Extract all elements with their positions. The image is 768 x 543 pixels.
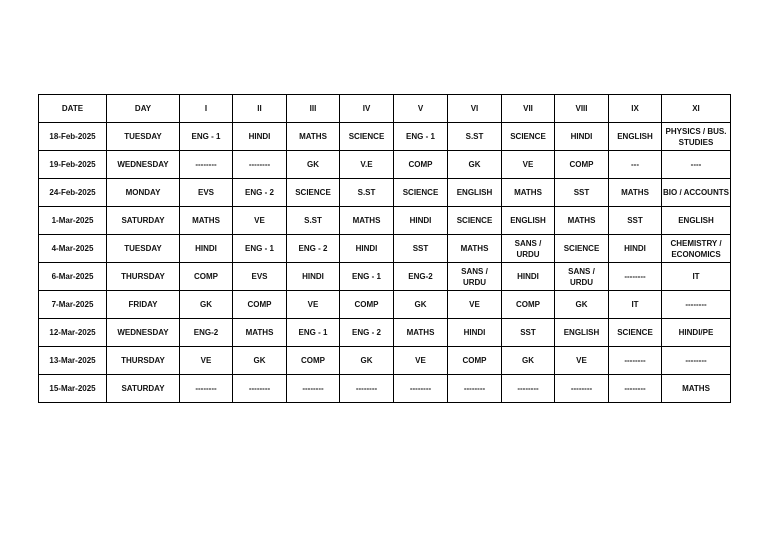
subject-cell: EVS bbox=[233, 263, 287, 291]
table-row bbox=[39, 179, 731, 207]
subject-cell: -------- bbox=[340, 375, 394, 403]
subject-cell: COMP bbox=[502, 291, 555, 319]
subject-cell: SCIENCE bbox=[502, 123, 555, 151]
day-cell: SATURDAY bbox=[107, 375, 180, 403]
subject-cell: MATHS bbox=[340, 207, 394, 235]
subject-cell: GK bbox=[555, 291, 609, 319]
subject-cell: -------- bbox=[448, 375, 502, 403]
column-header: VII bbox=[502, 95, 555, 123]
day-cell: TUESDAY bbox=[107, 123, 180, 151]
subject-cell: HINDI bbox=[180, 235, 233, 263]
subject-cell: MATHS bbox=[287, 123, 340, 151]
subject-cell: EVS bbox=[180, 179, 233, 207]
column-header: IX bbox=[609, 95, 662, 123]
subject-cell: VE bbox=[233, 207, 287, 235]
subject-cell: ---- bbox=[662, 151, 731, 179]
day-cell: MONDAY bbox=[107, 179, 180, 207]
subject-cell: HINDI bbox=[287, 263, 340, 291]
subject-cell: SST bbox=[609, 207, 662, 235]
subject-cell: SCIENCE bbox=[555, 235, 609, 263]
subject-cell: HINDI bbox=[502, 263, 555, 291]
subject-cell: BIO / ACCOUNTS bbox=[662, 179, 731, 207]
column-header: III bbox=[287, 95, 340, 123]
subject-cell: GK bbox=[287, 151, 340, 179]
day-cell: THURSDAY bbox=[107, 263, 180, 291]
subject-cell: SST bbox=[394, 235, 448, 263]
column-header: VI bbox=[448, 95, 502, 123]
date-cell: 19-Feb-2025 bbox=[39, 151, 107, 179]
subject-cell: -------- bbox=[287, 375, 340, 403]
date-cell: 4-Mar-2025 bbox=[39, 235, 107, 263]
date-cell: 7-Mar-2025 bbox=[39, 291, 107, 319]
subject-cell: VE bbox=[287, 291, 340, 319]
day-cell: SATURDAY bbox=[107, 207, 180, 235]
subject-cell: GK bbox=[180, 291, 233, 319]
subject-cell: VE bbox=[180, 347, 233, 375]
subject-cell: HINDI bbox=[394, 207, 448, 235]
date-cell: 6-Mar-2025 bbox=[39, 263, 107, 291]
column-header: DATE bbox=[39, 95, 107, 123]
column-header: DAY bbox=[107, 95, 180, 123]
subject-cell: SST bbox=[555, 179, 609, 207]
table-row bbox=[39, 319, 731, 347]
subject-cell: MATHS bbox=[233, 319, 287, 347]
subject-cell: -------- bbox=[555, 375, 609, 403]
subject-cell: VE bbox=[448, 291, 502, 319]
subject-cell: ENGLISH bbox=[662, 207, 731, 235]
subject-cell: ENG - 2 bbox=[287, 235, 340, 263]
subject-cell: ENG-2 bbox=[394, 263, 448, 291]
day-cell: WEDNESDAY bbox=[107, 151, 180, 179]
subject-cell: HINDI bbox=[609, 235, 662, 263]
subject-cell: MATHS bbox=[609, 179, 662, 207]
subject-cell: GK bbox=[394, 291, 448, 319]
exam-timetable bbox=[38, 94, 731, 403]
subject-cell: -------- bbox=[662, 291, 731, 319]
subject-cell: ENG-2 bbox=[180, 319, 233, 347]
subject-cell: IT bbox=[662, 263, 731, 291]
subject-cell: COMP bbox=[448, 347, 502, 375]
subject-cell: S.ST bbox=[340, 179, 394, 207]
subject-cell: COMP bbox=[287, 347, 340, 375]
day-cell: TUESDAY bbox=[107, 235, 180, 263]
subject-cell: MATHS bbox=[394, 319, 448, 347]
subject-cell: MATHS bbox=[180, 207, 233, 235]
day-cell: FRIDAY bbox=[107, 291, 180, 319]
subject-cell: -------- bbox=[609, 263, 662, 291]
subject-cell: MATHS bbox=[662, 375, 731, 403]
day-cell: THURSDAY bbox=[107, 347, 180, 375]
subject-cell: HINDI bbox=[233, 123, 287, 151]
subject-cell: ENGLISH bbox=[555, 319, 609, 347]
subject-cell: V.E bbox=[340, 151, 394, 179]
subject-cell: SCIENCE bbox=[609, 319, 662, 347]
table-row bbox=[39, 235, 731, 263]
subject-cell: ENG - 2 bbox=[233, 179, 287, 207]
subject-cell: ENGLISH bbox=[448, 179, 502, 207]
subject-cell: HINDI bbox=[555, 123, 609, 151]
subject-cell: -------- bbox=[502, 375, 555, 403]
table-row bbox=[39, 291, 731, 319]
subject-cell: VE bbox=[555, 347, 609, 375]
subject-cell: SANS / URDU bbox=[448, 263, 502, 291]
subject-cell: ENGLISH bbox=[609, 123, 662, 151]
subject-cell: --- bbox=[609, 151, 662, 179]
subject-cell: GK bbox=[233, 347, 287, 375]
subject-cell: ENG - 2 bbox=[340, 319, 394, 347]
subject-cell: S.ST bbox=[287, 207, 340, 235]
subject-cell: SANS / URDU bbox=[502, 235, 555, 263]
subject-cell: ENG - 1 bbox=[394, 123, 448, 151]
column-header: VIII bbox=[555, 95, 609, 123]
subject-cell: GK bbox=[448, 151, 502, 179]
subject-cell: ENGLISH bbox=[502, 207, 555, 235]
subject-cell: HINDI bbox=[340, 235, 394, 263]
subject-cell: COMP bbox=[340, 291, 394, 319]
subject-cell: SANS / URDU bbox=[555, 263, 609, 291]
date-cell: 1-Mar-2025 bbox=[39, 207, 107, 235]
column-header: IV bbox=[340, 95, 394, 123]
subject-cell: VE bbox=[502, 151, 555, 179]
date-cell: 24-Feb-2025 bbox=[39, 179, 107, 207]
day-cell: WEDNESDAY bbox=[107, 319, 180, 347]
subject-cell: HINDI/PE bbox=[662, 319, 731, 347]
date-cell: 12-Mar-2025 bbox=[39, 319, 107, 347]
table-row bbox=[39, 263, 731, 291]
subject-cell: MATHS bbox=[555, 207, 609, 235]
column-header: II bbox=[233, 95, 287, 123]
subject-cell: -------- bbox=[180, 151, 233, 179]
subject-cell: -------- bbox=[233, 375, 287, 403]
subject-cell: VE bbox=[394, 347, 448, 375]
subject-cell: -------- bbox=[609, 375, 662, 403]
table-row bbox=[39, 207, 731, 235]
date-cell: 18-Feb-2025 bbox=[39, 123, 107, 151]
subject-cell: -------- bbox=[394, 375, 448, 403]
column-header: XI bbox=[662, 95, 731, 123]
subject-cell: ENG - 1 bbox=[233, 235, 287, 263]
subject-cell: CHEMISTRY / ECONOMICS bbox=[662, 235, 731, 263]
table-row bbox=[39, 151, 731, 179]
subject-cell: SCIENCE bbox=[287, 179, 340, 207]
subject-cell: GK bbox=[340, 347, 394, 375]
header-row bbox=[39, 95, 731, 123]
subject-cell: COMP bbox=[394, 151, 448, 179]
subject-cell: HINDI bbox=[448, 319, 502, 347]
column-header: I bbox=[180, 95, 233, 123]
subject-cell: SCIENCE bbox=[394, 179, 448, 207]
subject-cell: GK bbox=[502, 347, 555, 375]
table-body bbox=[39, 123, 731, 403]
subject-cell: COMP bbox=[180, 263, 233, 291]
subject-cell: COMP bbox=[233, 291, 287, 319]
subject-cell: SCIENCE bbox=[448, 207, 502, 235]
subject-cell: ENG - 1 bbox=[340, 263, 394, 291]
subject-cell: -------- bbox=[180, 375, 233, 403]
subject-cell: MATHS bbox=[502, 179, 555, 207]
date-cell: 15-Mar-2025 bbox=[39, 375, 107, 403]
subject-cell: SST bbox=[502, 319, 555, 347]
subject-cell: -------- bbox=[233, 151, 287, 179]
subject-cell: -------- bbox=[662, 347, 731, 375]
date-cell: 13-Mar-2025 bbox=[39, 347, 107, 375]
column-header: V bbox=[394, 95, 448, 123]
subject-cell: COMP bbox=[555, 151, 609, 179]
subject-cell: ENG - 1 bbox=[287, 319, 340, 347]
subject-cell: S.ST bbox=[448, 123, 502, 151]
table-row bbox=[39, 347, 731, 375]
subject-cell: SCIENCE bbox=[340, 123, 394, 151]
subject-cell: PHYSICS / BUS. STUDIES bbox=[662, 123, 731, 151]
table-row bbox=[39, 123, 731, 151]
subject-cell: IT bbox=[609, 291, 662, 319]
subject-cell: MATHS bbox=[448, 235, 502, 263]
table-row bbox=[39, 375, 731, 403]
subject-cell: ENG - 1 bbox=[180, 123, 233, 151]
subject-cell: -------- bbox=[609, 347, 662, 375]
